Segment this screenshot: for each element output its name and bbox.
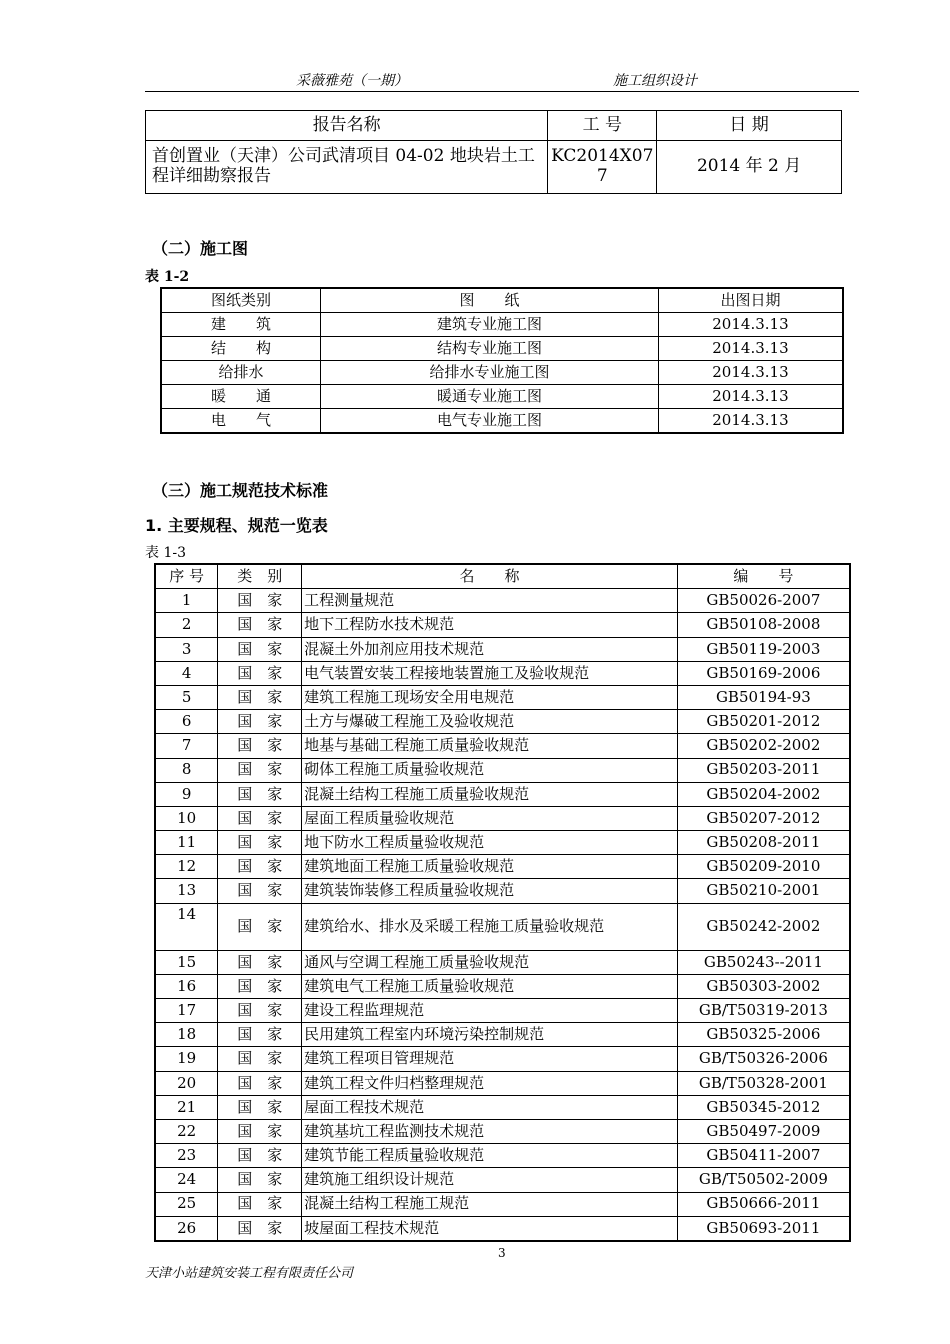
standard-type: 国 家 bbox=[218, 974, 302, 998]
standard-code: GB50201-2012 bbox=[677, 710, 850, 734]
standards-header-code: 编 号 bbox=[677, 564, 850, 589]
section-3-subtitle: 1. 主要规程、规范一览表 bbox=[145, 516, 328, 535]
table-row bbox=[155, 637, 850, 661]
standard-no: 9 bbox=[155, 782, 218, 806]
table-row bbox=[155, 999, 850, 1023]
standard-no: 21 bbox=[155, 1095, 218, 1119]
drawing-date: 2014.3.13 bbox=[658, 313, 843, 337]
standard-no: 16 bbox=[155, 974, 218, 998]
standard-code: GB50243--2011 bbox=[677, 950, 850, 974]
standard-code: GB50026-2007 bbox=[677, 589, 850, 613]
standard-type: 国 家 bbox=[218, 1047, 302, 1071]
standard-type: 国 家 bbox=[218, 637, 302, 661]
standard-type: 国 家 bbox=[218, 782, 302, 806]
drawings-header-drawing: 图 纸 bbox=[321, 288, 659, 313]
table-row bbox=[155, 661, 850, 685]
table-row bbox=[155, 879, 850, 903]
standard-code: GB50666-2011 bbox=[677, 1192, 850, 1216]
standard-name: 民用建筑工程室内环境污染控制规范 bbox=[302, 1023, 678, 1047]
standard-code: GB50208-2011 bbox=[677, 831, 850, 855]
standard-no: 17 bbox=[155, 999, 218, 1023]
standard-type: 国 家 bbox=[218, 806, 302, 830]
table-row bbox=[155, 734, 850, 758]
drawing-category: 电 气 bbox=[161, 409, 321, 434]
standard-no: 20 bbox=[155, 1071, 218, 1095]
drawing-name: 结构专业施工图 bbox=[321, 337, 659, 361]
standard-name: 混凝土外加剂应用技术规范 bbox=[302, 637, 678, 661]
standard-no: 26 bbox=[155, 1216, 218, 1241]
standard-code: GB/T50326-2006 bbox=[677, 1047, 850, 1071]
header-left: 采薇雅苑（一期） bbox=[296, 73, 408, 89]
standard-name: 屋面工程质量验收规范 bbox=[302, 806, 678, 830]
standard-code: GB50209-2010 bbox=[677, 855, 850, 879]
standard-name: 建筑工程文件归档整理规范 bbox=[302, 1071, 678, 1095]
table-row bbox=[161, 313, 843, 337]
standard-name: 建筑工程施工现场安全用电规范 bbox=[302, 685, 678, 709]
standard-type: 国 家 bbox=[218, 685, 302, 709]
standard-type: 国 家 bbox=[218, 661, 302, 685]
standard-no: 18 bbox=[155, 1023, 218, 1047]
standard-name: 建筑电气工程施工质量验收规范 bbox=[302, 974, 678, 998]
standard-no: 8 bbox=[155, 758, 218, 782]
standard-no: 2 bbox=[155, 613, 218, 637]
table-row bbox=[155, 1119, 850, 1143]
standard-code: GB/T50328-2001 bbox=[677, 1071, 850, 1095]
standard-code: GB50203-2011 bbox=[677, 758, 850, 782]
section-2-title: （二）施工图 bbox=[152, 239, 249, 258]
drawing-date: 2014.3.13 bbox=[658, 385, 843, 409]
table-row bbox=[155, 903, 850, 950]
standard-type: 国 家 bbox=[218, 855, 302, 879]
standard-type: 国 家 bbox=[218, 879, 302, 903]
drawing-date: 2014.3.13 bbox=[658, 337, 843, 361]
standard-type: 国 家 bbox=[218, 1119, 302, 1143]
table-row bbox=[161, 361, 843, 385]
drawing-category: 给排水 bbox=[161, 361, 321, 385]
table-row bbox=[155, 1144, 850, 1168]
standard-type: 国 家 bbox=[218, 950, 302, 974]
standard-type: 国 家 bbox=[218, 589, 302, 613]
header-right: 施工组织设计 bbox=[613, 73, 697, 89]
standard-no: 19 bbox=[155, 1047, 218, 1071]
standard-type: 国 家 bbox=[218, 1216, 302, 1241]
standard-name: 建筑工程项目管理规范 bbox=[302, 1047, 678, 1071]
table-row bbox=[155, 806, 850, 830]
drawing-name: 暖通专业施工图 bbox=[321, 385, 659, 409]
standard-no: 15 bbox=[155, 950, 218, 974]
standard-no: 1 bbox=[155, 589, 218, 613]
standard-no: 22 bbox=[155, 1119, 218, 1143]
standard-code: GB50194-93 bbox=[677, 685, 850, 709]
table-row bbox=[155, 855, 850, 879]
standard-type: 国 家 bbox=[218, 1144, 302, 1168]
drawing-date: 2014.3.13 bbox=[658, 361, 843, 385]
standard-type: 国 家 bbox=[218, 710, 302, 734]
standard-type: 国 家 bbox=[218, 1071, 302, 1095]
drawing-category: 建 筑 bbox=[161, 313, 321, 337]
drawing-category: 暖 通 bbox=[161, 385, 321, 409]
standard-name: 混凝土结构工程施工质量验收规范 bbox=[302, 782, 678, 806]
drawings-table bbox=[160, 287, 844, 434]
standard-no: 11 bbox=[155, 831, 218, 855]
standard-no: 7 bbox=[155, 734, 218, 758]
table-row bbox=[155, 685, 850, 709]
standard-no: 13 bbox=[155, 879, 218, 903]
table-1-2-caption: 表 1-2 bbox=[145, 269, 190, 285]
standard-name: 地下防水工程质量验收规范 bbox=[302, 831, 678, 855]
standard-name: 坡屋面工程技术规范 bbox=[302, 1216, 678, 1241]
standards-header-name: 名 称 bbox=[302, 564, 678, 589]
standard-no: 3 bbox=[155, 637, 218, 661]
standard-name: 砌体工程施工质量验收规范 bbox=[302, 758, 678, 782]
drawings-header-date: 出图日期 bbox=[658, 288, 843, 313]
standards-header-type: 类 别 bbox=[218, 564, 302, 589]
table-row bbox=[155, 613, 850, 637]
table-row bbox=[161, 385, 843, 409]
table-row bbox=[155, 589, 850, 613]
header-rule bbox=[145, 91, 859, 92]
standard-type: 国 家 bbox=[218, 1192, 302, 1216]
table-row bbox=[155, 1071, 850, 1095]
report-table bbox=[145, 110, 842, 194]
standard-no: 10 bbox=[155, 806, 218, 830]
standard-code: GB50207-2012 bbox=[677, 806, 850, 830]
table-row bbox=[155, 1095, 850, 1119]
standard-no: 24 bbox=[155, 1168, 218, 1192]
standard-code: GB/T50502-2009 bbox=[677, 1168, 850, 1192]
drawing-name: 给排水专业施工图 bbox=[321, 361, 659, 385]
standard-type: 国 家 bbox=[218, 903, 302, 950]
report-header-code: 工 号 bbox=[548, 111, 657, 141]
drawing-date: 2014.3.13 bbox=[658, 409, 843, 434]
standard-type: 国 家 bbox=[218, 613, 302, 637]
report-code: KC2014X077 bbox=[548, 141, 657, 194]
standard-no: 23 bbox=[155, 1144, 218, 1168]
table-row bbox=[155, 1023, 850, 1047]
standard-code: GB50169-2006 bbox=[677, 661, 850, 685]
standard-no: 14 bbox=[155, 903, 218, 950]
table-row bbox=[155, 1216, 850, 1241]
standard-no: 5 bbox=[155, 685, 218, 709]
table-row bbox=[155, 1168, 850, 1192]
standard-code: GB50202-2002 bbox=[677, 734, 850, 758]
standard-code: GB50693-2011 bbox=[677, 1216, 850, 1241]
table-row bbox=[155, 1047, 850, 1071]
standard-code: GB50303-2002 bbox=[677, 974, 850, 998]
standard-type: 国 家 bbox=[218, 1095, 302, 1119]
standard-code: GB50204-2002 bbox=[677, 782, 850, 806]
table-row bbox=[155, 710, 850, 734]
report-name: 首创置业（天津）公司武清项目 04-02 地块岩土工程详细勘察报告 bbox=[146, 141, 548, 194]
report-header-name: 报告名称 bbox=[146, 111, 548, 141]
table-row bbox=[161, 409, 843, 434]
standards-header-no: 序 号 bbox=[155, 564, 218, 589]
footer-company: 天津小站建筑安装工程有限责任公司 bbox=[145, 1266, 354, 1281]
standard-name: 工程测量规范 bbox=[302, 589, 678, 613]
standard-name: 建筑装饰装修工程质量验收规范 bbox=[302, 879, 678, 903]
report-date: 2014 年 2 月 bbox=[657, 141, 842, 194]
page-number: 3 bbox=[498, 1246, 506, 1260]
standard-code: GB50210-2001 bbox=[677, 879, 850, 903]
standard-code: GB50108-2008 bbox=[677, 613, 850, 637]
standard-type: 国 家 bbox=[218, 1168, 302, 1192]
standard-name: 建筑节能工程质量验收规范 bbox=[302, 1144, 678, 1168]
standard-name: 建筑给水、排水及采暖工程施工质量验收规范 bbox=[302, 903, 678, 950]
table-row bbox=[155, 1192, 850, 1216]
standard-no: 25 bbox=[155, 1192, 218, 1216]
standard-name: 建筑施工组织设计规范 bbox=[302, 1168, 678, 1192]
drawing-category: 结 构 bbox=[161, 337, 321, 361]
table-row bbox=[161, 337, 843, 361]
table-row bbox=[155, 831, 850, 855]
table-row bbox=[155, 782, 850, 806]
standard-type: 国 家 bbox=[218, 1023, 302, 1047]
standard-no: 4 bbox=[155, 661, 218, 685]
standard-code: GB50242-2002 bbox=[677, 903, 850, 950]
standard-code: GB50411-2007 bbox=[677, 1144, 850, 1168]
standard-type: 国 家 bbox=[218, 758, 302, 782]
table-row bbox=[155, 758, 850, 782]
standard-no: 6 bbox=[155, 710, 218, 734]
standard-code: GB50119-2003 bbox=[677, 637, 850, 661]
standard-name: 混凝土结构工程施工规范 bbox=[302, 1192, 678, 1216]
section-3-title: （三）施工规范技术标准 bbox=[152, 481, 329, 500]
standard-name: 电气装置安装工程接地装置施工及验收规范 bbox=[302, 661, 678, 685]
standard-name: 土方与爆破工程施工及验收规范 bbox=[302, 710, 678, 734]
drawing-name: 建筑专业施工图 bbox=[321, 313, 659, 337]
drawing-name: 电气专业施工图 bbox=[321, 409, 659, 434]
table-row bbox=[155, 974, 850, 998]
standards-table bbox=[154, 563, 851, 1242]
standard-name: 通风与空调工程施工质量验收规范 bbox=[302, 950, 678, 974]
report-header-date: 日 期 bbox=[657, 111, 842, 141]
standard-type: 国 家 bbox=[218, 734, 302, 758]
standard-name: 建设工程监理规范 bbox=[302, 999, 678, 1023]
standard-name: 屋面工程技术规范 bbox=[302, 1095, 678, 1119]
standard-name: 建筑地面工程施工质量验收规范 bbox=[302, 855, 678, 879]
table-row bbox=[155, 950, 850, 974]
table-1-3-caption: 表 1-3 bbox=[145, 545, 186, 561]
drawings-header-category: 图纸类别 bbox=[161, 288, 321, 313]
standard-name: 地下工程防水技术规范 bbox=[302, 613, 678, 637]
standard-name: 建筑基坑工程监测技术规范 bbox=[302, 1119, 678, 1143]
standard-code: GB50497-2009 bbox=[677, 1119, 850, 1143]
standard-type: 国 家 bbox=[218, 831, 302, 855]
standard-name: 地基与基础工程施工质量验收规范 bbox=[302, 734, 678, 758]
standard-code: GB50345-2012 bbox=[677, 1095, 850, 1119]
standard-no: 12 bbox=[155, 855, 218, 879]
standard-code: GB50325-2006 bbox=[677, 1023, 850, 1047]
standard-code: GB/T50319-2013 bbox=[677, 999, 850, 1023]
standard-type: 国 家 bbox=[218, 999, 302, 1023]
